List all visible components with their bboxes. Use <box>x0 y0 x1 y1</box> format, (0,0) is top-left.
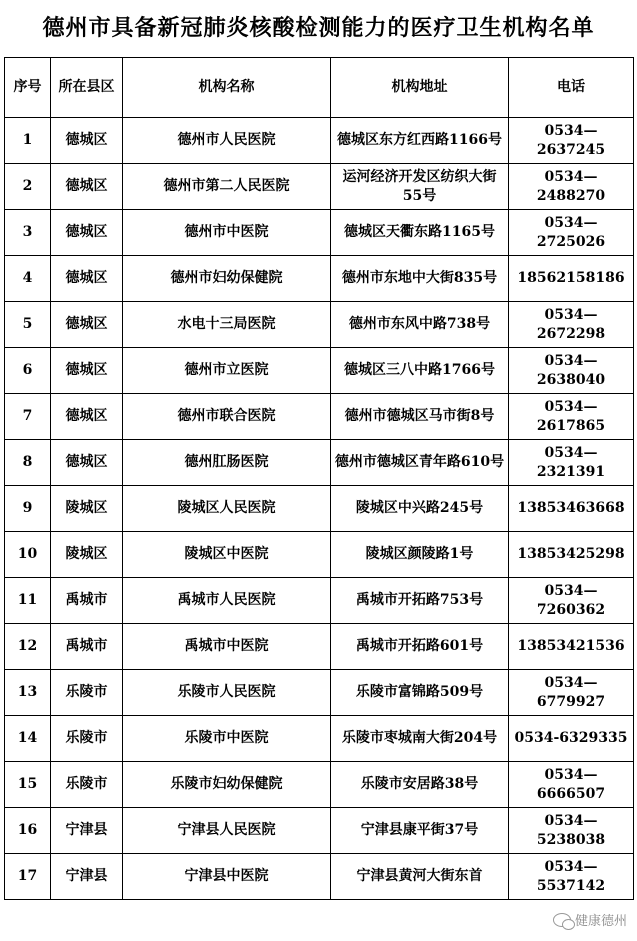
cell-address: 德州市东地中大街835号 <box>331 256 509 302</box>
cell-institution: 乐陵市中医院 <box>123 716 331 762</box>
table-row <box>5 808 634 854</box>
cell-index: 5 <box>5 302 51 348</box>
cell-county: 宁津县 <box>51 854 123 900</box>
cell-county: 陵城区 <box>51 486 123 532</box>
cell-index: 8 <box>5 440 51 486</box>
table-row <box>5 716 634 762</box>
cell-phone: 13853425298 <box>509 532 634 578</box>
cell-address: 陵城区颜陵路1号 <box>331 532 509 578</box>
table-row <box>5 624 634 670</box>
cell-index: 3 <box>5 210 51 256</box>
cell-phone: 0534—2725026 <box>509 210 634 256</box>
cell-county: 乐陵市 <box>51 762 123 808</box>
cell-county: 禹城市 <box>51 624 123 670</box>
institution-table <box>4 57 634 900</box>
header-index: 序号 <box>5 58 51 118</box>
cell-county: 德城区 <box>51 348 123 394</box>
cell-index: 6 <box>5 348 51 394</box>
cell-institution: 德州市妇幼保健院 <box>123 256 331 302</box>
cell-index: 2 <box>5 164 51 210</box>
cell-phone: 0534-6329335 <box>509 716 634 762</box>
cell-institution: 德州市人民医院 <box>123 118 331 164</box>
cell-institution: 禹城市人民医院 <box>123 578 331 624</box>
cell-county: 德城区 <box>51 440 123 486</box>
cell-county: 陵城区 <box>51 532 123 578</box>
cell-county: 德城区 <box>51 302 123 348</box>
cell-institution: 乐陵市妇幼保健院 <box>123 762 331 808</box>
cell-phone: 18562158186 <box>509 256 634 302</box>
cell-institution: 禹城市中医院 <box>123 624 331 670</box>
cell-phone: 0534—2617865 <box>509 394 634 440</box>
cell-institution: 宁津县人民医院 <box>123 808 331 854</box>
cell-index: 9 <box>5 486 51 532</box>
header-address: 机构地址 <box>331 58 509 118</box>
cell-phone: 0534—6779927 <box>509 670 634 716</box>
cell-phone: 0534—2488270 <box>509 164 634 210</box>
cell-address: 乐陵市枣城南大街204号 <box>331 716 509 762</box>
table-row <box>5 762 634 808</box>
cell-index: 11 <box>5 578 51 624</box>
cell-address: 宁津县黄河大街东首 <box>331 854 509 900</box>
table-row <box>5 256 634 302</box>
header-row <box>5 58 634 118</box>
cell-index: 13 <box>5 670 51 716</box>
cell-index: 15 <box>5 762 51 808</box>
cell-county: 乐陵市 <box>51 716 123 762</box>
cell-county: 宁津县 <box>51 808 123 854</box>
cell-institution: 宁津县中医院 <box>123 854 331 900</box>
cell-county: 德城区 <box>51 164 123 210</box>
cell-phone: 0534—2321391 <box>509 440 634 486</box>
cell-institution: 德州市中医院 <box>123 210 331 256</box>
table-row <box>5 486 634 532</box>
cell-institution: 德州市立医院 <box>123 348 331 394</box>
cell-index: 16 <box>5 808 51 854</box>
cell-institution: 水电十三局医院 <box>123 302 331 348</box>
cell-institution: 陵城区人民医院 <box>123 486 331 532</box>
cell-county: 德城区 <box>51 256 123 302</box>
cell-address: 乐陵市安居路38号 <box>331 762 509 808</box>
cell-institution: 德州肛肠医院 <box>123 440 331 486</box>
cell-phone: 0534—5238038 <box>509 808 634 854</box>
cell-phone: 0534—6666507 <box>509 762 634 808</box>
table-row <box>5 854 634 900</box>
cell-phone: 13853421536 <box>509 624 634 670</box>
cell-address: 陵城区中兴路245号 <box>331 486 509 532</box>
watermark <box>553 910 627 929</box>
table-row <box>5 348 634 394</box>
cell-address: 运河经济开发区纺织大街55号 <box>331 164 509 210</box>
cell-institution: 德州市第二人民医院 <box>123 164 331 210</box>
table-row <box>5 302 634 348</box>
cell-phone: 0534—7260362 <box>509 578 634 624</box>
table-row <box>5 164 634 210</box>
cell-index: 10 <box>5 532 51 578</box>
table-row <box>5 578 634 624</box>
cell-index: 7 <box>5 394 51 440</box>
cell-county: 禹城市 <box>51 578 123 624</box>
cell-phone: 0534—2672298 <box>509 302 634 348</box>
cell-address: 德城区东方红西路1166号 <box>331 118 509 164</box>
header-phone: 电话 <box>509 58 634 118</box>
table-row <box>5 118 634 164</box>
header-institution: 机构名称 <box>123 58 331 118</box>
cell-address: 德城区天衢东路1165号 <box>331 210 509 256</box>
cell-county: 德城区 <box>51 394 123 440</box>
cell-index: 1 <box>5 118 51 164</box>
cell-institution: 陵城区中医院 <box>123 532 331 578</box>
cell-index: 14 <box>5 716 51 762</box>
table-row <box>5 440 634 486</box>
cell-address: 宁津县康平街37号 <box>331 808 509 854</box>
watermark-text: 健康德州 <box>574 914 627 929</box>
cell-address: 德州市德城区青年路610号 <box>331 440 509 486</box>
table-body <box>5 118 634 900</box>
header-county: 所在县区 <box>51 58 123 118</box>
wechat-icon <box>553 913 571 927</box>
cell-address: 乐陵市富锦路509号 <box>331 670 509 716</box>
table-row <box>5 532 634 578</box>
cell-address: 禹城市开拓路753号 <box>331 578 509 624</box>
cell-county: 德城区 <box>51 210 123 256</box>
cell-index: 4 <box>5 256 51 302</box>
cell-address: 德州市东风中路738号 <box>331 302 509 348</box>
cell-phone: 13853463668 <box>509 486 634 532</box>
cell-institution: 乐陵市人民医院 <box>123 670 331 716</box>
table-row <box>5 394 634 440</box>
table-row <box>5 670 634 716</box>
page-title: 德州市具备新冠肺炎核酸检测能力的医疗卫生机构名单 <box>42 15 595 41</box>
cell-address: 禹城市开拓路601号 <box>331 624 509 670</box>
cell-county: 乐陵市 <box>51 670 123 716</box>
cell-address: 德城区三八中路1766号 <box>331 348 509 394</box>
cell-phone: 0534—2638040 <box>509 348 634 394</box>
cell-index: 17 <box>5 854 51 900</box>
cell-institution: 德州市联合医院 <box>123 394 331 440</box>
cell-address: 德州市德城区马市街8号 <box>331 394 509 440</box>
table-row <box>5 210 634 256</box>
cell-phone: 0534—5537142 <box>509 854 634 900</box>
cell-county: 德城区 <box>51 118 123 164</box>
cell-index: 12 <box>5 624 51 670</box>
cell-phone: 0534—2637245 <box>509 118 634 164</box>
